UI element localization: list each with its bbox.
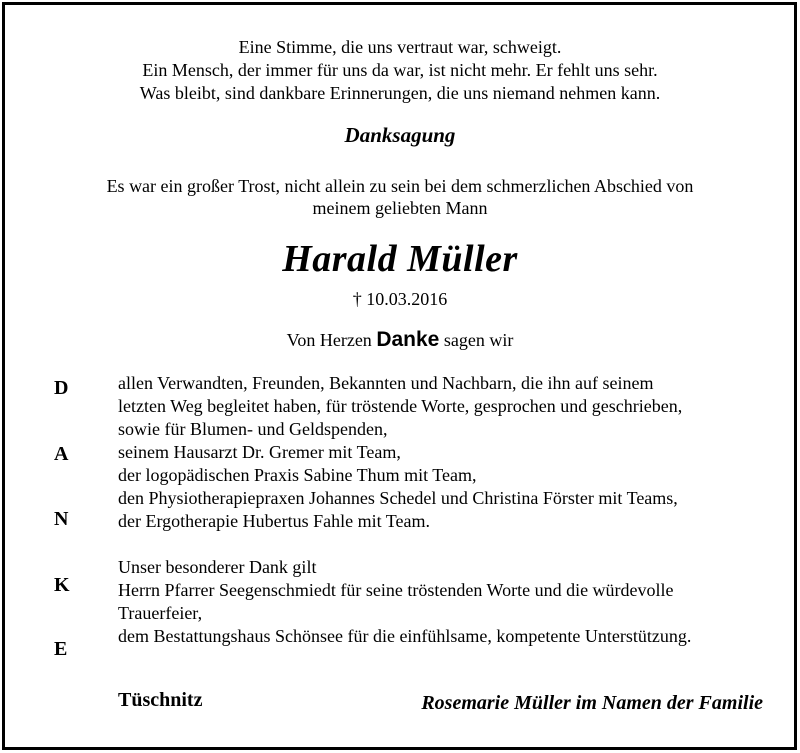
danke-letter: E [54,638,68,660]
thanks-line [0,328,800,352]
body-line: sowie für Blumen- und Geldspenden, [118,419,388,439]
body-line: den Physiotherapiepraxen Johannes Schedel und Christina Förster mit Teams, [118,488,678,508]
body-line: dem Bestattungshaus Schönsee für die einfühlsame, kompetente Unterstützung. [118,626,692,646]
place-name: Tüschnitz [118,689,203,711]
death-date: † 10.03.2016 [352,289,448,309]
intro-verse [0,36,800,105]
body-line: letzten Weg begleitet haben, für tröstende Worte, gesprochen und geschrieben, [118,396,683,416]
thanks-after: sagen wir [443,330,514,350]
trost-text [0,175,800,219]
body-line: der logopädischen Praxis Sabine Thum mit Team, [118,465,477,485]
danke-letter: A [54,443,69,465]
danke-letter: D [54,377,69,399]
intro-line: Eine Stimme, die uns vertraut war, schweigt. [238,37,562,57]
heading: Danksagung [344,123,456,147]
deceased-name: Harald Müller [282,238,518,280]
intro-line: Ein Mensch, der immer für uns da war, ist nicht mehr. Er fehlt uns sehr. [142,60,658,80]
thanks-emphasis: Danke [376,328,440,351]
body-line: Trauerfeier, [118,603,203,623]
trost-line: meinem geliebten Mann [312,198,488,218]
body-line: seinem Hausarzt Dr. Gremer mit Team, [118,442,401,462]
body-line: allen Verwandten, Freunden, Bekannten und Nachbarn, die ihn auf seinem [118,373,654,393]
danke-letter: N [54,508,69,530]
intro-line: Was bleibt, sind dankbare Erinnerungen, die uns niemand nehmen kann. [139,83,661,103]
trost-line: Es war ein großer Trost, nicht allein zu sein bei dem schmerzlichen Abschied von [106,176,694,196]
thanks-before: Von Herzen [286,330,372,350]
body-line: Herrn Pfarrer Seegenschmiedt für seine tröstenden Worte und die würdevolle [118,580,674,600]
signature: Rosemarie Müller im Namen der Familie [421,692,763,714]
body-line: Unser besonderer Dank gilt [118,557,317,577]
body-line: der Ergotherapie Hubertus Fahle mit Team. [118,511,430,531]
danke-letter: K [54,574,70,596]
